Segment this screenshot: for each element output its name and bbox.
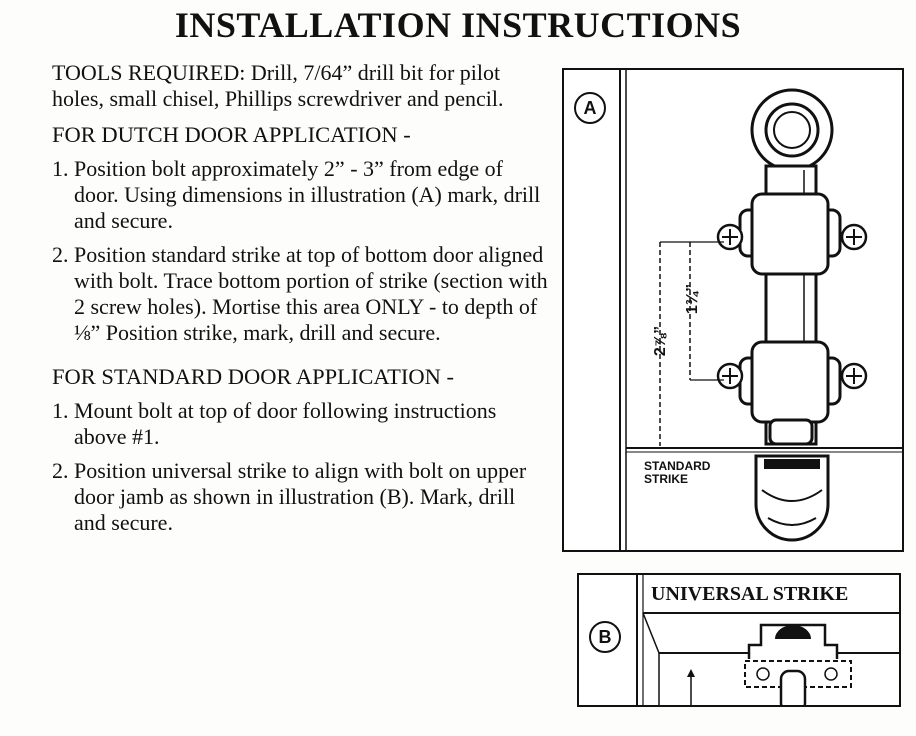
universal-strike-title: UNIVERSAL STRIKE <box>651 583 849 605</box>
dutch-door-heading: FOR DUTCH DOOR APPLICATION - <box>52 122 411 147</box>
illustration-a <box>562 68 904 552</box>
standard-door-heading: FOR STANDARD DOOR APPLICATION - <box>52 364 454 389</box>
dimension-outer: 2⅞” <box>652 325 670 357</box>
standard-step-2 <box>52 458 552 536</box>
strike-label-line-1: STANDARD <box>644 459 711 473</box>
step-text: Mount bolt at top of door following instructions above #1. <box>74 398 497 449</box>
dimension-inner: 1¾” <box>684 283 702 315</box>
dutch-step-1 <box>52 156 552 234</box>
strike-label-line-2: STRIKE <box>644 472 689 486</box>
step-text: Position bolt approximately 2” - 3” from edge of door. Using dimensions in illustration (A) mark, drill and secure. <box>74 156 541 233</box>
step-text: Position universal strike to align with bolt on upper door jamb as shown in illustration (B). Mark, drill and secure. <box>74 458 527 535</box>
illustration-a-label: A <box>574 92 606 124</box>
illustration-b-label: B <box>589 621 621 653</box>
standard-strike-label <box>644 460 710 486</box>
instructions-text <box>52 60 552 536</box>
bolt-drawing <box>564 70 902 550</box>
step-number: 1. <box>52 398 69 423</box>
tools-required: TOOLS REQUIRED: Drill, 7/64” drill bit for pilot holes, small chisel, Phillips screwdriver and pencil. <box>52 60 504 111</box>
page-title: INSTALLATION INSTRUCTIONS <box>174 5 742 45</box>
step-number: 1. <box>52 156 69 181</box>
step-number: 2. <box>52 458 69 483</box>
standard-step-1 <box>52 398 552 450</box>
illustration-b <box>577 573 901 707</box>
step-text: Position standard strike at top of bottom door aligned with bolt. Trace bottom portion of strike (section with 2 screw holes). Mortise this area ONLY - to depth of ⅛” Position strike, mark, drill and secure. <box>74 242 549 345</box>
dutch-step-2 <box>52 242 552 346</box>
step-number: 2. <box>52 242 69 267</box>
